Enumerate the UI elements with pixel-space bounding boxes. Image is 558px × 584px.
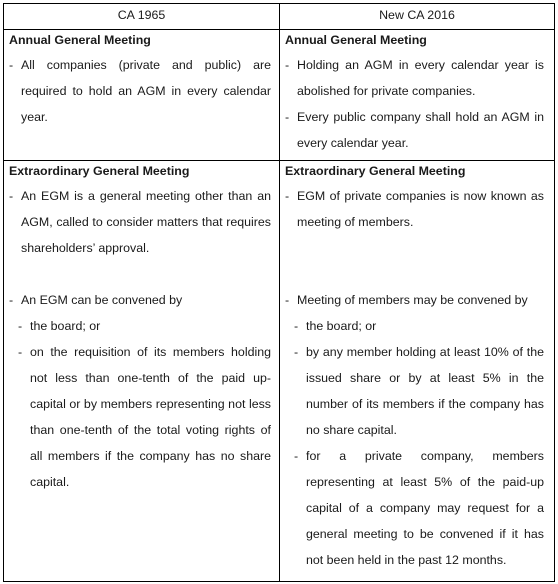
agm-ca2016-item-1 [285, 52, 544, 104]
egm-ca1965-subitem-1 [9, 313, 271, 339]
header-ca2016: New CA 2016 [379, 8, 455, 22]
agm-ca2016-item-2 [285, 104, 544, 156]
spacer [285, 261, 544, 287]
egm-ca2016-convened-item [285, 287, 544, 313]
agm-title-left: Annual General Meeting [9, 33, 151, 47]
spacer [285, 235, 544, 261]
bullet-dash: - [285, 189, 290, 203]
agm-ca2016-text-1: Holding an AGM in every calendar year is abolished for private companies. [297, 58, 544, 98]
comparison-table [3, 3, 555, 582]
agm-ca1965-item [9, 52, 271, 130]
egm-ca1965-convened-intro: An EGM can be convened by [21, 293, 183, 307]
bullet-dash: - [18, 319, 23, 333]
agm-title-right: Annual General Meeting [285, 33, 427, 47]
agm-ca2016-text-2: Every public company shall hold an AGM in every calendar year. [297, 110, 544, 150]
bullet-dash: - [285, 293, 290, 307]
header-ca1965: CA 1965 [117, 8, 166, 22]
bullet-dash: - [294, 319, 299, 333]
egm-ca2016-subtext-1: the board; or [306, 319, 377, 333]
egm-ca1965-subtext-2: on the requisition of its members holding not less than one-tenth of the paid up-capital or by members representing not less than one-tenth of the total voting rights of all members if the company has no share capital. [30, 345, 271, 489]
spacer [9, 261, 271, 287]
egm-ca2016-subitem-3 [285, 443, 544, 573]
egm-ca1965-convened-item [9, 287, 271, 313]
bullet-dash: - [285, 110, 290, 124]
agm-ca2016-cell [285, 30, 544, 156]
egm-ca1965-definition-item [9, 183, 271, 261]
egm-title-left: Extraordinary General Meeting [9, 164, 190, 178]
bullet-dash: - [285, 58, 290, 72]
egm-ca2016-cell [285, 161, 544, 573]
egm-ca2016-convened-intro: Meeting of members may be convened by [297, 293, 528, 307]
agm-ca1965-text: All companies (private and public) are required to hold an AGM in every calendar year. [21, 58, 271, 124]
agm-ca1965-cell [9, 30, 271, 130]
egm-ca2016-subtext-3: for a private company, members representing at least 5% of the paid-up capital of a company may request for a general meeting to be convened if it has not been held in the past 12 months. [306, 449, 544, 567]
egm-ca2016-subitem-2 [285, 339, 544, 443]
egm-ca2016-subitem-1 [285, 313, 544, 339]
bullet-dash: - [18, 345, 23, 359]
egm-title-right: Extraordinary General Meeting [285, 164, 466, 178]
egm-ca1965-cell [9, 161, 271, 495]
egm-ca1965-subitem-2 [9, 339, 271, 495]
egm-ca2016-definition: EGM of private companies is now known as meeting of members. [297, 189, 544, 229]
egm-ca2016-subtext-2: by any member holding at least 10% of the issued share or by at least 5% in the number of its members if the company has no share capital. [306, 345, 544, 437]
egm-ca1965-subtext-1: the board; or [30, 319, 101, 333]
column-divider [279, 4, 280, 581]
bullet-dash: - [294, 449, 299, 463]
bullet-dash: - [9, 189, 14, 203]
egm-ca2016-definition-item [285, 183, 544, 235]
bullet-dash: - [9, 293, 14, 307]
bullet-dash: - [294, 345, 299, 359]
bullet-dash: - [9, 58, 14, 72]
egm-ca1965-definition: An EGM is a general meeting other than an AGM, called to consider matters that requires shareholders’ approval. [21, 189, 271, 255]
